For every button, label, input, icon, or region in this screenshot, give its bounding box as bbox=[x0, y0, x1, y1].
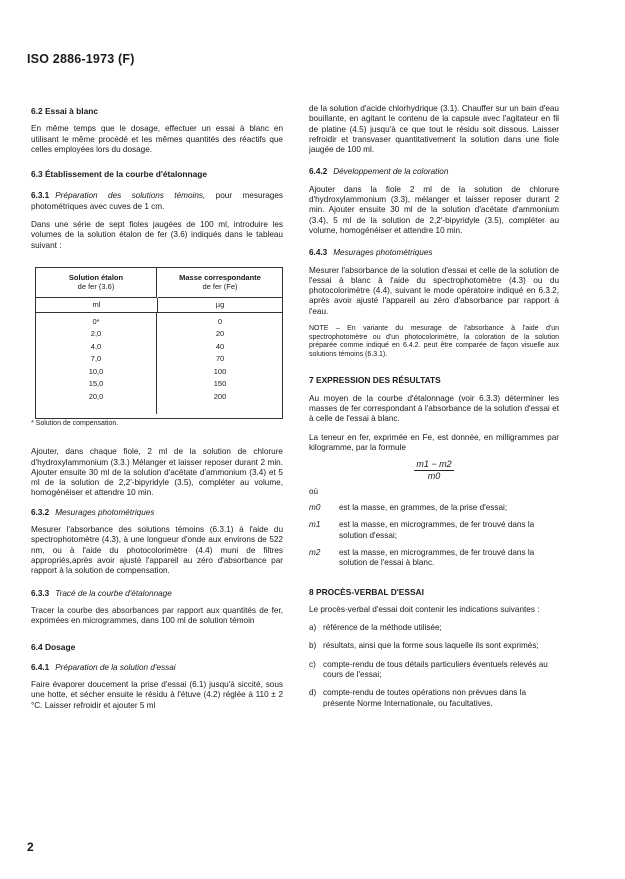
section-6-3-1-text: Dans une série de sept fioles jaugées de 100 ml, introduire les volumes de la solution étalon de fer (3.6) indiqués dans le tableau suivant : bbox=[31, 220, 283, 250]
section-6-4-3-title: Mesurages photométriques bbox=[333, 248, 433, 258]
section-6-4-3-heading bbox=[309, 248, 559, 258]
section-6-3-3-title: Tracé de la courbe d'étalonnage bbox=[55, 588, 172, 598]
table-cell: 200 bbox=[213, 391, 227, 401]
section-6-4-2-text: Ajouter dans la fiole 2 ml de la solution de chlorure d'hydroxylammonium (3.3), mélanger et laisser reposer durant 2 min. Ajouter ensuite 30 ml de la solution d'acétate d'ammonium (3.4), 5 ml de la solution de 2,2'-bipyridyle (3.5), compléter au volume, homogénéiser et attendre 10 min. bbox=[309, 184, 559, 235]
section-6-4-2-number: 6.4.2 bbox=[309, 167, 328, 177]
section-6-3-title: 6.3 Établissement de la courbe d'étalonnage bbox=[31, 169, 208, 180]
section-6-4-title: 6.4 Dosage bbox=[31, 642, 76, 653]
section-7-title: 7 EXPRESSION DES RÉSULTATS bbox=[309, 375, 441, 386]
definition-m0 bbox=[309, 503, 559, 513]
table-header-volume-line1: Solution étalon bbox=[68, 272, 124, 282]
section-6-4-1-number: 6.4.1 bbox=[31, 662, 50, 672]
continued-text: de la solution d'acide chlorhydrique (3.1). Chauffer sur un bain d'eau bouillante, en agitant le contenu de la capsule avec l'agitateur en fil de platine (4.5) jusqu'à ce que tout le résidu soit dissous. Laisser refroidir et transvaser quantitativement la solution dans une fiole jaugée de 100 ml. bbox=[309, 104, 559, 155]
section-6-3-1-heading bbox=[31, 191, 283, 212]
section-8-text: Le procès-verbal d'essai doit contenir les indications suivantes : bbox=[309, 604, 540, 614]
table-footnote: * Solution de compensation. bbox=[31, 419, 119, 427]
section-6-4-2-heading bbox=[309, 167, 559, 177]
section-6-3-3-text: Tracer la courbe des absorbances par rapport aux quantités de fer, exprimées en microgrammes, dans 100 ml de solution témoin bbox=[31, 605, 283, 626]
table-column-volume bbox=[36, 312, 157, 414]
table-cell: 0* bbox=[92, 316, 100, 326]
list-item-key: a) bbox=[309, 623, 317, 633]
definition-text: est la masse, en grammes, de la prise d'essai; bbox=[339, 503, 508, 513]
list-item-text: compte-rendu de toutes opérations non prévues dans la présente Norme Internationale, ou facultatives. bbox=[323, 688, 527, 708]
right-column bbox=[309, 104, 559, 709]
section-6-4-1-title: Préparation de la solution d'essai bbox=[55, 662, 176, 672]
list-item-key: b) bbox=[309, 641, 317, 651]
table-cell: 20 bbox=[215, 329, 225, 339]
section-6-3-2-number: 6.3.2 bbox=[31, 507, 50, 517]
definition-text: est la masse, en microgrammes, de fer trouvé dans la solution de l'essai à blanc. bbox=[339, 547, 535, 568]
section-6-3-2-text: Mesurer l'absorbance des solutions témoins (6.3.1) à l'aide du spectrophotomètre (4.3), à une longueur d'onde aux environs de 522 nm, ou à l'aide du photocolorimètre (4.4) muni de filtres appropriés,après avoir ajusté l'appareil au zéro d'absorbance par rapport à la solution de compensation. bbox=[31, 525, 283, 576]
section-6-3-1-number: 6.3.1 bbox=[31, 191, 50, 201]
section-6-2-text: En même temps que le dosage, effectuer un essai à blanc en utilisant le même procédé et les mêmes quantités des réactifs que celles employées lors du dosage. bbox=[31, 124, 283, 154]
section-6-3-3-heading bbox=[31, 589, 283, 599]
section-6-3-2-title: Mesurages photométriques bbox=[55, 507, 155, 517]
table-header-mass bbox=[158, 268, 282, 298]
list-item-text: compte-rendu de tous détails particuliers éventuels relevés au cours de l'essai; bbox=[323, 659, 548, 680]
table-cell: 150 bbox=[213, 379, 227, 389]
list-item bbox=[309, 641, 559, 651]
table-cell: 10,0 bbox=[88, 366, 104, 376]
table-cell: 40 bbox=[215, 341, 225, 351]
table-header-mass-line2: de fer (Fe) bbox=[202, 281, 238, 291]
section-6-4-2-title: Développement de la coloration bbox=[333, 167, 449, 177]
list-item bbox=[309, 623, 559, 633]
section-6-2-title: 6.2 Essai à blanc bbox=[31, 106, 99, 116]
definition-symbol: m0 bbox=[309, 503, 321, 513]
table-unit-ug: µg bbox=[158, 298, 282, 313]
definition-text: est la masse, en microgrammes, de fer trouvé dans la solution d'essai; bbox=[339, 520, 535, 540]
list-item-key: d) bbox=[309, 688, 317, 698]
definition-m1 bbox=[309, 520, 559, 541]
table-header-volume-line2: de fer (3.6) bbox=[77, 281, 115, 291]
standard-solution-table bbox=[35, 267, 283, 419]
section-6-3-1-tail: pour mesurages photométriques avec cuves de 1 cm. bbox=[31, 191, 283, 211]
table-header-mass-line1: Masse correspondante bbox=[179, 272, 261, 282]
iron-content-formula bbox=[309, 459, 559, 481]
list-item bbox=[309, 660, 559, 681]
section-7-text-1: Au moyen de la courbe d'étalonnage (voir 6.3.3) déterminer les masses de fer correspondant à l'absorbance de la solution d'essai et à celle de l'essai à blanc. bbox=[309, 393, 559, 424]
formula-numerator: m1 − m2 bbox=[416, 459, 452, 470]
add-reagents-text: Ajouter, dans chaque fiole, 2 ml de la solution de chlorure d'hydroxylammonium (3.3.) Mélanger et laisser reposer durant 2 min. Ajouter ensuite 30 ml de la solution d'acétate d'ammonium (3.4) et 5 ml de la solution de 2,2'-bipyridyle (3.5), compléter au volume, homogénéiser et attendre 10 min. bbox=[31, 447, 283, 498]
section-6-4-3-text: Mesurer l'absorbance de la solution d'essai et celle de la solution de l'essai à blanc à l'aide du spectrophotomètre (4.3) ou du photocolorimètre (4.4), suivant le mode opératoire indiqué en 6.3.2, après avoir ajusté l'appareil au zéro d'absorbance par rapport à l'eau. bbox=[309, 265, 559, 316]
section-6-4-1-heading bbox=[31, 663, 283, 673]
section-6-3-1-title: Préparation des solutions témoins, bbox=[55, 191, 206, 201]
note-text: NOTE – En variante du mesurage de l'absorbance à l'aide d'un spectrophotomètre ou d'un photocolorimètre, la coloration de la solution préparée comme indiqué en 6.4.2. peut être comparée de façon visuelle aux solutions témoins (6.3.1). bbox=[309, 325, 559, 358]
section-8-title: 8 PROCÈS-VERBAL D'ESSAI bbox=[309, 586, 424, 597]
section-7-text-2: La teneur en fer, exprimée en Fe, est donnée, en milligrammes par kilogramme, par la formule bbox=[309, 432, 559, 452]
list-item-key: c) bbox=[309, 659, 316, 669]
table-header-volume bbox=[36, 268, 157, 298]
table-cell: 100 bbox=[213, 366, 227, 376]
left-column bbox=[31, 106, 283, 711]
where-label: où bbox=[309, 486, 319, 496]
table-column-mass bbox=[158, 312, 282, 414]
page-number: 2 bbox=[27, 840, 34, 854]
table-cell: 7,0 bbox=[90, 354, 102, 364]
list-item-text: résultats, ainsi que la forme sous laquelle ils sont exprimés; bbox=[323, 641, 539, 651]
table-cell: 4,0 bbox=[90, 341, 102, 351]
definition-m2 bbox=[309, 548, 559, 569]
formula-denominator: m0 bbox=[427, 470, 441, 481]
document-header: ISO 2886-1973 (F) bbox=[27, 52, 135, 66]
table-cell: 20,0 bbox=[88, 391, 104, 401]
table-cell: 0 bbox=[217, 316, 223, 326]
section-6-3-3-number: 6.3.3 bbox=[31, 588, 50, 598]
definition-symbol: m1 bbox=[309, 520, 321, 530]
list-item bbox=[309, 688, 559, 709]
table-cell: 70 bbox=[215, 354, 225, 364]
table-cell: 15,0 bbox=[88, 379, 104, 389]
section-6-3-2-heading bbox=[31, 508, 283, 518]
section-6-4-3-number: 6.4.3 bbox=[309, 248, 328, 258]
definition-symbol: m2 bbox=[309, 547, 321, 557]
table-cell: 2,0 bbox=[90, 329, 102, 339]
table-unit-ml: ml bbox=[36, 298, 158, 313]
list-item-text: référence de la méthode utilisée; bbox=[323, 623, 442, 633]
section-6-4-1-text: Faire évaporer doucement la prise d'essai (6.1) jusqu'à siccité, sous une hotte, et sécher ensuite le résidu à l'étuve (4.2) réglée à 110 ± 2 °C. Laisser refroidir et ajouter 5 ml bbox=[31, 680, 283, 710]
